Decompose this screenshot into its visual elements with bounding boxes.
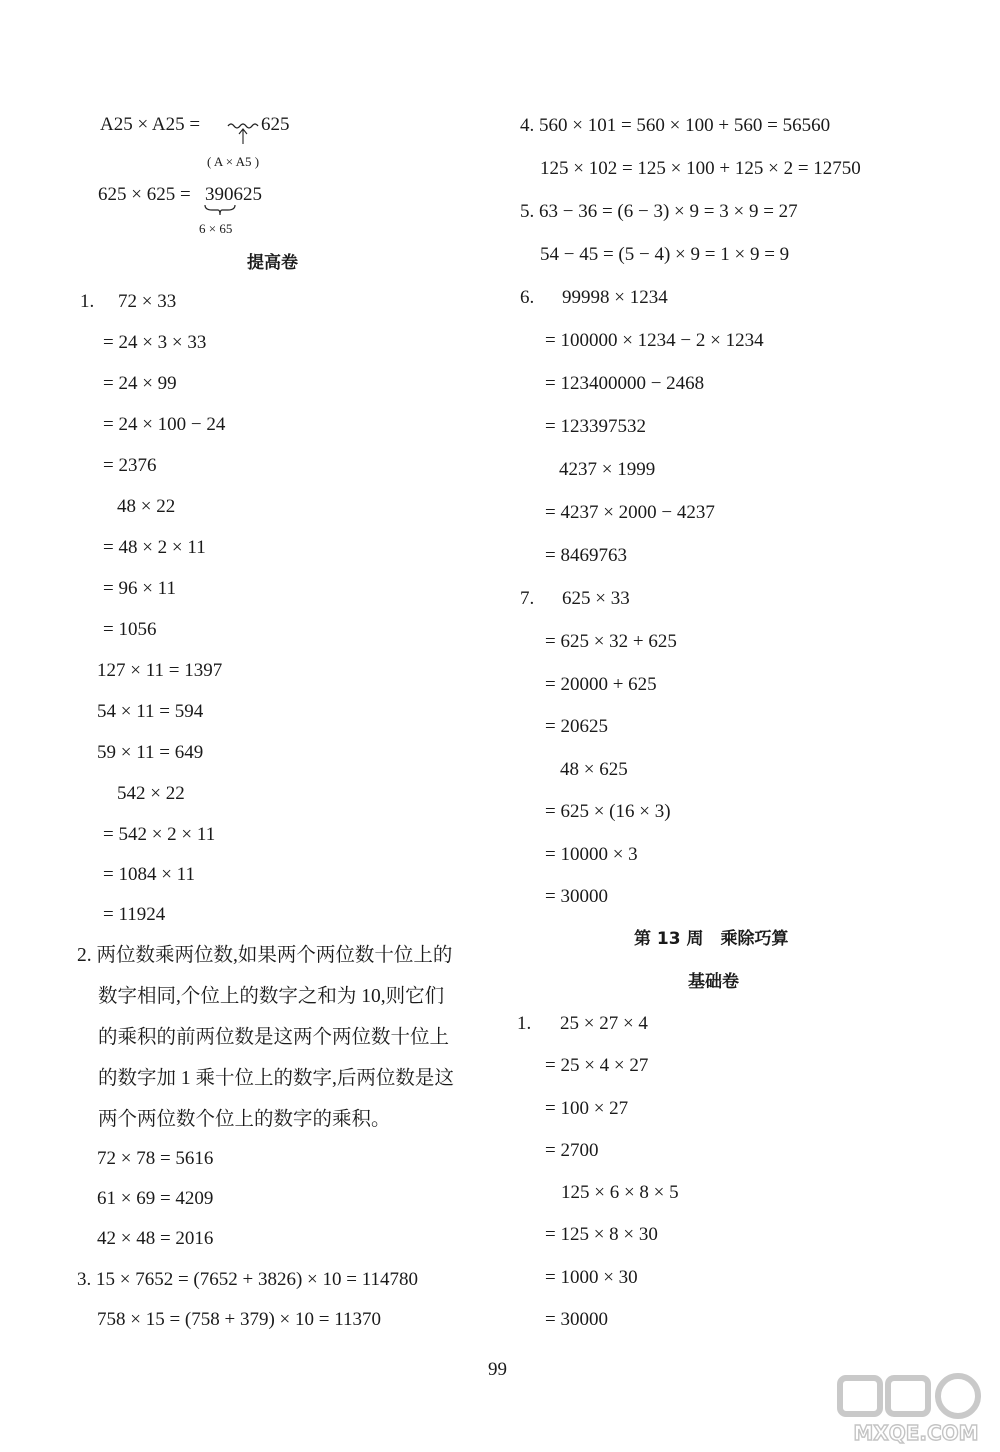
explanation-line: 的乘积的前两位数是这两个两位数十位上: [98, 1027, 450, 1048]
step-line: = 24 × 100 − 24: [103, 414, 226, 435]
step-line: 25 × 27 × 4: [560, 1013, 648, 1034]
step-line: = 48 × 2 × 11: [103, 537, 206, 558]
wavy-underline-mark: [226, 116, 260, 146]
step-line: = 625 × (16 × 3): [545, 801, 671, 822]
step-line: 72 × 33: [118, 291, 177, 312]
step-line: 61 × 69 = 4209: [97, 1188, 214, 1209]
watermark-logo: [832, 1372, 1000, 1446]
heading-advanced: 提高卷: [247, 253, 298, 273]
step-line: = 25 × 4 × 27: [545, 1055, 649, 1076]
step-line: 625 × 33: [562, 588, 630, 609]
step-line: = 24 × 99: [103, 373, 177, 394]
a25-equation: A25 × A25 =: [100, 114, 201, 135]
q-number: 1.: [80, 291, 95, 312]
step-line: 42 × 48 = 2016: [97, 1228, 214, 1249]
step-line: = 24 × 3 × 33: [103, 332, 207, 353]
step-line: 125 × 102 = 125 × 100 + 125 × 2 = 12750: [540, 158, 861, 179]
step-line: 48 × 22: [117, 496, 176, 517]
step-line: 4. 560 × 101 = 560 × 100 + 560 = 56560: [520, 115, 831, 136]
step-line: 54 × 11 = 594: [97, 701, 204, 722]
625-result: 390625: [205, 184, 262, 205]
step-line: = 123397532: [545, 416, 646, 437]
step-line: 5. 63 − 36 = (6 − 3) × 9 = 3 × 9 = 27: [520, 201, 798, 222]
step-line: 54 − 45 = (5 − 4) × 9 = 1 × 9 = 9: [540, 244, 790, 265]
a25-result: 625: [261, 114, 290, 135]
step-line: 125 × 6 × 8 × 5: [561, 1182, 679, 1203]
step-line: = 2376: [103, 455, 157, 476]
q-number: 7.: [520, 588, 535, 609]
step-line: = 11924: [103, 904, 166, 925]
step-line: = 1084 × 11: [103, 864, 195, 885]
step-line: 4237 × 1999: [559, 459, 656, 480]
step-line: = 2700: [545, 1140, 599, 1161]
step-line: 127 × 11 = 1397: [97, 660, 223, 681]
step-line: = 625 × 32 + 625: [545, 631, 677, 652]
heading-basic: 基础卷: [688, 972, 739, 992]
step-line: = 100000 × 1234 − 2 × 1234: [545, 330, 764, 351]
step-line: = 1056: [103, 619, 157, 640]
explanation-line: 数字相同,个位上的数字之和为 10,则它们: [98, 986, 445, 1007]
step-line: = 20625: [545, 716, 608, 737]
step-line: 3. 15 × 7652 = (7652 + 3826) × 10 = 114780: [77, 1269, 419, 1290]
brace-mark: [203, 203, 237, 217]
step-line: = 20000 + 625: [545, 674, 657, 695]
step-line: = 100 × 27: [545, 1098, 629, 1119]
explanation-line: 2. 两位数乘两位数,如果两个两位数十位上的: [77, 945, 453, 966]
step-line: = 125 × 8 × 30: [545, 1224, 658, 1245]
step-line: 48 × 625: [560, 759, 628, 780]
step-line: = 30000: [545, 1309, 608, 1330]
step-line: = 123400000 − 2468: [545, 373, 705, 394]
watermark-text: MXQE.COM: [853, 1421, 979, 1445]
625-equation: 625 × 625 =: [98, 184, 191, 205]
step-line: = 10000 × 3: [545, 844, 638, 865]
week-title: 第 13 周 乘除巧算: [634, 929, 789, 949]
step-line: 59 × 11 = 649: [97, 742, 204, 763]
explanation-line: 两个两位数个位上的数字的乘积。: [98, 1109, 391, 1130]
step-line: = 4237 × 2000 − 4237: [545, 502, 715, 523]
q-number: 6.: [520, 287, 535, 308]
q-number: 1.: [517, 1013, 532, 1034]
step-line: = 96 × 11: [103, 578, 176, 599]
step-line: 72 × 78 = 5616: [97, 1148, 214, 1169]
625-note: 6 × 65: [199, 221, 233, 236]
explanation-line: 的数字加 1 乘十位上的数字,后两位数是这: [98, 1068, 454, 1089]
step-line: = 542 × 2 × 11: [103, 824, 216, 845]
step-line: = 8469763: [545, 545, 627, 566]
step-line: 542 × 22: [117, 783, 185, 804]
page-number: 99: [488, 1359, 507, 1380]
step-line: 758 × 15 = (758 + 379) × 10 = 11370: [97, 1309, 382, 1330]
step-line: = 30000: [545, 886, 608, 907]
step-line: 99998 × 1234: [562, 287, 668, 308]
step-line: = 1000 × 30: [545, 1267, 638, 1288]
a25-note: ( A × A5 ): [207, 154, 260, 169]
